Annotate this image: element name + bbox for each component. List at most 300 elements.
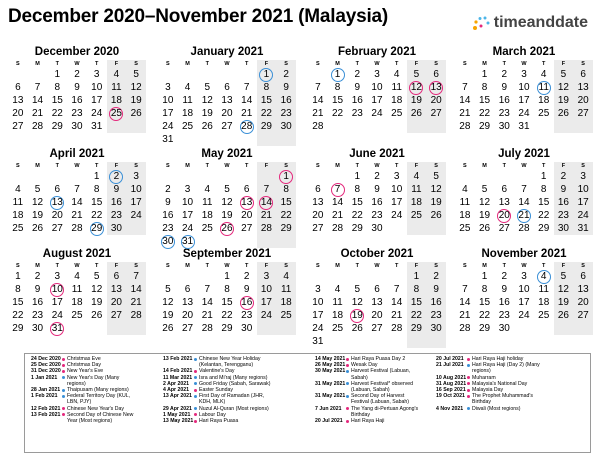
day-cell: 15 — [351, 197, 363, 208]
empty-day-cell — [28, 68, 48, 81]
day-cell: 19 — [407, 94, 427, 107]
empty-day-cell — [328, 270, 348, 283]
month-title: November 2021 — [481, 248, 567, 260]
day-cell: 23 — [162, 223, 174, 234]
legend-date: 14 May 2021 — [315, 356, 346, 362]
day-cell: 31 — [91, 121, 103, 132]
month-calendar — [158, 147, 296, 248]
legend-holiday-name — [472, 393, 584, 405]
day-cell: 8 — [224, 284, 230, 295]
holiday-dot-icon — [346, 358, 349, 361]
weekday-label: S — [276, 262, 296, 270]
weekday-label: F — [107, 162, 127, 170]
day-cell: 13 — [371, 297, 383, 308]
day-cell: 26 — [126, 107, 146, 120]
weekday-label: M — [185, 163, 190, 169]
day-cell: 5 — [165, 284, 171, 295]
day-cell: 28 — [201, 323, 213, 334]
weekday-label: W — [521, 263, 527, 269]
holiday-dot-icon — [62, 413, 65, 416]
day-cell: 11 — [12, 197, 24, 208]
day-cell: 21 — [312, 108, 324, 119]
day-cell: 22 — [407, 309, 427, 322]
legend-holiday-line: regions) — [67, 380, 86, 387]
empty-day-cell — [178, 170, 198, 183]
day-cell: 6 — [54, 184, 61, 195]
day-cell: 19 — [479, 210, 491, 221]
holiday-dot-icon — [346, 382, 349, 385]
day-cell: 28 — [257, 222, 277, 235]
day-cell: 2 — [426, 270, 446, 283]
day-cell: 7 — [393, 284, 400, 295]
day-cell: 27 — [312, 223, 324, 234]
day-cell: 11 — [276, 283, 296, 296]
logo-date: date — [555, 14, 588, 31]
day-cell: 4 — [407, 170, 427, 183]
legend-date: 16 Sep 2021 — [436, 387, 466, 394]
weekday-label: S — [463, 163, 467, 169]
legend-entry — [31, 393, 163, 405]
weekday-label: T — [355, 163, 359, 169]
day-cell: 15 — [332, 95, 344, 106]
holiday-day-cell: 30 — [158, 235, 178, 248]
day-grid — [455, 270, 593, 335]
day-cell: 29 — [407, 322, 427, 335]
weekday-label: W — [74, 163, 80, 169]
holiday-dot-icon — [194, 376, 197, 379]
legend-holiday-line: Harvest Festival* observed — [351, 380, 413, 387]
day-cell: 12 — [426, 183, 446, 196]
day-grid — [455, 68, 593, 133]
day-cell: 16 — [107, 196, 127, 209]
day-cell: 7 — [126, 270, 146, 283]
day-cell: 1 — [354, 171, 361, 182]
day-cell: 15 — [51, 95, 63, 106]
day-cell: 2 — [501, 69, 508, 80]
day-cell: 16 — [162, 210, 174, 221]
legend-date: 28 Jan 2021 — [31, 387, 61, 394]
month-calendar — [158, 45, 296, 146]
weekday-label: T — [205, 61, 209, 67]
empty-day-cell — [534, 120, 554, 133]
empty-day-cell — [387, 335, 407, 348]
month-title: January 2021 — [190, 46, 264, 58]
weekday-header — [455, 262, 593, 270]
day-cell: 4 — [184, 82, 191, 93]
legend-holiday-line: Hari Raya Haji (Day 2) (Many — [472, 362, 540, 369]
day-cell: 2 — [501, 271, 508, 282]
legend-holiday-line: Chinese New Year's Day — [67, 405, 124, 412]
weekday-label: S — [16, 163, 20, 169]
day-cell: 8 — [481, 284, 488, 295]
empty-day-cell — [347, 270, 367, 283]
day-cell: 17 — [162, 108, 174, 119]
weekday-label: T — [395, 263, 399, 269]
weekday-label: W — [374, 263, 380, 269]
day-cell: 9 — [354, 82, 361, 93]
empty-day-cell — [276, 322, 296, 335]
day-cell: 19 — [126, 94, 146, 107]
weekday-label: S — [463, 263, 467, 269]
empty-day-cell — [387, 222, 407, 235]
day-cell: 23 — [276, 107, 296, 120]
legend-holiday-line: (Kelantan, Terengganu) — [199, 362, 254, 369]
day-cell: 18 — [391, 95, 403, 106]
day-cell: 8 — [15, 284, 21, 295]
day-cell: 24 — [182, 223, 194, 234]
weekday-label: F — [257, 60, 277, 68]
day-cell: 30 — [371, 223, 383, 234]
legend-date: 19 Oct 2021 — [436, 393, 465, 400]
holiday-dot-icon — [467, 389, 470, 392]
day-cell: 3 — [165, 82, 171, 93]
day-cell: 25 — [332, 323, 344, 334]
day-cell: 24 — [91, 108, 103, 119]
legend-date: 29 Apr 2021 — [163, 405, 192, 412]
day-cell: 4 — [393, 69, 400, 80]
month-calendar — [455, 147, 593, 235]
day-cell: 3 — [54, 271, 61, 282]
empty-day-cell — [107, 120, 127, 133]
day-cell: 2 — [354, 69, 361, 80]
day-cell: 12 — [351, 297, 363, 308]
legend-holiday-name — [351, 381, 447, 393]
weekday-label: T — [395, 163, 399, 169]
weekday-label: F — [257, 162, 277, 170]
month-title: December 2020 — [34, 46, 120, 58]
legend-holiday-line: Second Day of Chinese New — [67, 411, 134, 418]
holiday-day-cell: 2 — [107, 170, 127, 183]
holiday-day-cell: 13 — [426, 81, 446, 94]
day-cell: 18 — [459, 210, 471, 221]
empty-day-cell — [426, 120, 446, 133]
day-cell: 9 — [165, 197, 171, 208]
weekday-label: S — [166, 163, 170, 169]
legend-date: 10 Aug 2021 — [436, 374, 467, 381]
holiday-dot-icon — [62, 389, 65, 392]
day-cell: 25 — [538, 310, 550, 321]
day-cell: 14 — [391, 297, 403, 308]
day-cell: 30 — [32, 323, 44, 334]
day-cell: 6 — [184, 284, 191, 295]
empty-day-cell — [67, 322, 87, 335]
legend-date: 4 Nov 2021 — [436, 405, 464, 412]
day-cell: 13 — [498, 197, 510, 208]
day-cell: 27 — [221, 121, 233, 132]
day-cell: 4 — [276, 270, 296, 283]
holiday-dot-icon — [467, 364, 470, 367]
empty-day-cell — [237, 170, 257, 183]
month-calendar — [308, 247, 446, 348]
legend-holiday-line: Muharram — [472, 374, 496, 381]
day-cell: 26 — [201, 121, 213, 132]
day-cell: 15 — [12, 297, 24, 308]
day-cell: 21 — [332, 210, 344, 221]
day-cell: 11 — [182, 95, 193, 106]
legend-entry — [436, 393, 584, 405]
day-cell: 19 — [162, 310, 174, 321]
day-cell: 21 — [126, 296, 146, 309]
day-cell: 1 — [481, 69, 488, 80]
day-cell: 26 — [426, 209, 446, 222]
day-cell: 8 — [481, 82, 488, 93]
weekday-header — [455, 60, 593, 68]
day-cell: 27 — [182, 323, 194, 334]
day-cell: 9 — [34, 284, 41, 295]
weekday-label: T — [205, 163, 209, 169]
logo-and: and — [526, 14, 556, 31]
legend-holiday-line: Christmas Day — [67, 362, 102, 369]
day-cell: 6 — [374, 284, 380, 295]
day-cell: 17 — [573, 196, 593, 209]
weekday-label: M — [35, 163, 40, 169]
day-cell: 22 — [91, 210, 103, 221]
weekday-label: T — [55, 61, 59, 67]
day-cell: 14 — [71, 197, 83, 208]
day-cell: 5 — [354, 284, 361, 295]
legend-date: 13 Feb 2021 — [31, 411, 61, 418]
weekday-label: F — [554, 60, 574, 68]
legend-column — [315, 356, 447, 424]
legend-entry — [163, 356, 295, 368]
legend-date: 31 May 2021 — [315, 393, 346, 400]
day-cell: 22 — [351, 210, 363, 221]
logo-time: time — [493, 14, 527, 31]
day-cell: 13 — [312, 197, 324, 208]
weekday-label: T — [542, 263, 546, 269]
empty-day-cell — [426, 335, 446, 348]
day-cell: 2 — [243, 271, 250, 282]
day-cell: 8 — [354, 184, 361, 195]
day-cell: 11 — [391, 82, 402, 93]
day-cell: 24 — [126, 209, 146, 222]
empty-day-cell — [426, 222, 446, 235]
day-cell: 15 — [538, 197, 550, 208]
legend-date: 21 Jul 2021 — [436, 362, 464, 369]
day-cell: 14 — [518, 197, 530, 208]
day-cell: 23 — [241, 310, 253, 321]
day-cell: 28 — [32, 121, 44, 132]
day-cell: 8 — [257, 81, 277, 94]
day-cell: 24 — [51, 310, 63, 321]
weekday-label: W — [74, 263, 80, 269]
holiday-dot-icon — [62, 364, 65, 367]
weekday-header — [158, 262, 296, 270]
empty-day-cell — [475, 170, 495, 183]
legend-entry — [163, 418, 295, 424]
empty-day-cell — [8, 68, 28, 81]
weekday-label: S — [16, 61, 20, 67]
day-cell: 16 — [554, 196, 574, 209]
holiday-day-cell: 1 — [257, 68, 277, 81]
day-cell: 6 — [224, 82, 230, 93]
month-calendar — [158, 247, 296, 335]
day-cell: 10 — [518, 82, 530, 93]
day-cell: 30 — [107, 222, 127, 235]
holiday-dot-icon — [467, 395, 470, 398]
empty-day-cell — [237, 68, 257, 81]
weekday-label: S — [316, 263, 320, 269]
weekday-label: M — [335, 263, 340, 269]
weekday-label: F — [554, 162, 574, 170]
weekday-label: M — [185, 263, 190, 269]
legend-holiday-name — [351, 406, 447, 418]
weekday-label: S — [426, 162, 446, 170]
empty-day-cell — [197, 68, 217, 81]
day-cell: 24 — [573, 209, 593, 222]
day-cell: 9 — [554, 183, 574, 196]
legend-holiday-line: Federal Territory Day (KUL, — [67, 393, 131, 400]
holiday-day-cell: 31 — [47, 322, 67, 335]
weekday-header — [158, 162, 296, 170]
weekday-label: F — [407, 60, 427, 68]
day-cell: 21 — [459, 108, 471, 119]
day-cell: 9 — [426, 283, 446, 296]
legend-holiday-line: Birthday — [472, 399, 492, 406]
legend-entry — [315, 368, 447, 380]
day-cell: 11 — [107, 81, 127, 94]
weekday-label: W — [374, 163, 380, 169]
day-cell: 23 — [107, 209, 127, 222]
weekday-label: T — [355, 61, 359, 67]
weekday-label: F — [257, 262, 277, 270]
weekday-label: W — [374, 61, 380, 67]
holiday-dot-icon — [194, 395, 197, 398]
day-cell: 2 — [374, 171, 380, 182]
empty-day-cell — [407, 120, 427, 133]
day-cell: 17 — [518, 95, 530, 106]
weekday-label: T — [245, 163, 249, 169]
day-cell: 7 — [204, 284, 211, 295]
day-cell: 30 — [241, 323, 253, 334]
day-cell: 6 — [315, 184, 321, 195]
day-cell: 22 — [538, 210, 550, 221]
day-cell: 6 — [501, 184, 508, 195]
weekday-label: S — [463, 61, 467, 67]
day-cell: 10 — [162, 95, 174, 106]
empty-day-cell — [107, 322, 127, 335]
legend-date: 24 Dec 2020 — [31, 356, 61, 362]
weekday-header — [308, 60, 446, 68]
day-cell: 24 — [391, 210, 403, 221]
weekday-label: W — [521, 61, 527, 67]
day-cell: 9 — [243, 284, 250, 295]
day-cell: 27 — [426, 107, 446, 120]
empty-day-cell — [217, 133, 237, 146]
empty-day-cell — [158, 170, 178, 183]
weekday-header — [8, 162, 146, 170]
legend-entry — [315, 418, 447, 424]
day-cell: 16 — [498, 297, 510, 308]
day-cell: 15 — [257, 94, 277, 107]
weekday-label: T — [395, 61, 399, 67]
day-cell: 19 — [32, 210, 44, 221]
day-cell: 19 — [91, 297, 103, 308]
timeanddate-logo[interactable] — [471, 12, 588, 34]
day-cell: 15 — [479, 95, 491, 106]
weekday-label: S — [573, 262, 593, 270]
day-cell: 7 — [74, 184, 80, 195]
day-cell: 21 — [71, 210, 83, 221]
legend-date: 11 Mar 2021 — [163, 374, 193, 381]
day-cell: 23 — [351, 108, 363, 119]
day-cell: 10 — [182, 197, 194, 208]
day-cell: 28 — [126, 309, 146, 322]
day-cell: 27 — [573, 107, 593, 120]
day-cell: 31 — [312, 336, 324, 347]
day-cell: 1 — [407, 270, 427, 283]
day-cell: 8 — [407, 283, 427, 296]
month-calendar — [455, 45, 593, 133]
day-cell: 16 — [32, 297, 44, 308]
holiday-dot-icon — [194, 407, 197, 410]
day-cell: 17 — [51, 297, 63, 308]
weekday-label: S — [276, 60, 296, 68]
holiday-day-cell: 4 — [534, 270, 554, 283]
empty-day-cell — [347, 120, 367, 133]
day-cell: 12 — [32, 197, 44, 208]
day-cell: 29 — [479, 323, 491, 334]
day-cell: 3 — [393, 171, 400, 182]
weekday-label: T — [355, 263, 359, 269]
day-cell: 6 — [573, 68, 593, 81]
day-cell: 28 — [518, 223, 530, 234]
day-grid — [158, 170, 296, 248]
day-cell: 26 — [32, 223, 44, 234]
day-cell: 22 — [479, 108, 491, 119]
day-cell: 20 — [221, 108, 233, 119]
day-cell: 3 — [573, 170, 593, 183]
empty-day-cell — [367, 120, 387, 133]
day-cell: 27 — [51, 223, 63, 234]
legend-holiday-line: New Year's Day (Many — [67, 374, 120, 381]
holiday-dot-icon — [194, 358, 197, 361]
day-cell: 12 — [201, 95, 213, 106]
day-cell: 29 — [479, 121, 491, 132]
day-grid — [8, 170, 146, 235]
day-cell: 28 — [459, 323, 471, 334]
weekday-label: M — [35, 61, 40, 67]
day-cell: 30 — [498, 323, 510, 334]
day-cell: 1 — [15, 271, 21, 282]
holiday-day-cell: 14 — [257, 196, 277, 209]
weekday-label: S — [16, 263, 20, 269]
legend-holiday-line: Second Day of Harvest — [351, 393, 405, 400]
legend-date: 13 Feb 2021 — [163, 356, 193, 362]
day-cell: 20 — [241, 210, 253, 221]
day-grid — [308, 170, 446, 235]
legend-holiday-name — [351, 368, 447, 380]
holiday-dot-icon — [346, 395, 349, 398]
day-cell: 25 — [276, 309, 296, 322]
day-cell: 1 — [54, 69, 61, 80]
legend-holiday-name — [199, 418, 295, 424]
day-cell: 18 — [538, 297, 550, 308]
day-cell: 21 — [391, 310, 403, 321]
weekday-label: M — [335, 61, 340, 67]
weekday-label: M — [482, 61, 487, 67]
weekday-label: S — [316, 163, 320, 169]
day-cell: 23 — [71, 108, 83, 119]
day-cell: 3 — [521, 69, 527, 80]
empty-day-cell — [494, 170, 514, 183]
weekday-header — [8, 262, 146, 270]
day-cell: 11 — [332, 297, 343, 308]
day-grid — [308, 270, 446, 348]
day-cell: 2 — [34, 271, 41, 282]
day-cell: 19 — [201, 108, 213, 119]
day-cell: 25 — [182, 121, 194, 132]
